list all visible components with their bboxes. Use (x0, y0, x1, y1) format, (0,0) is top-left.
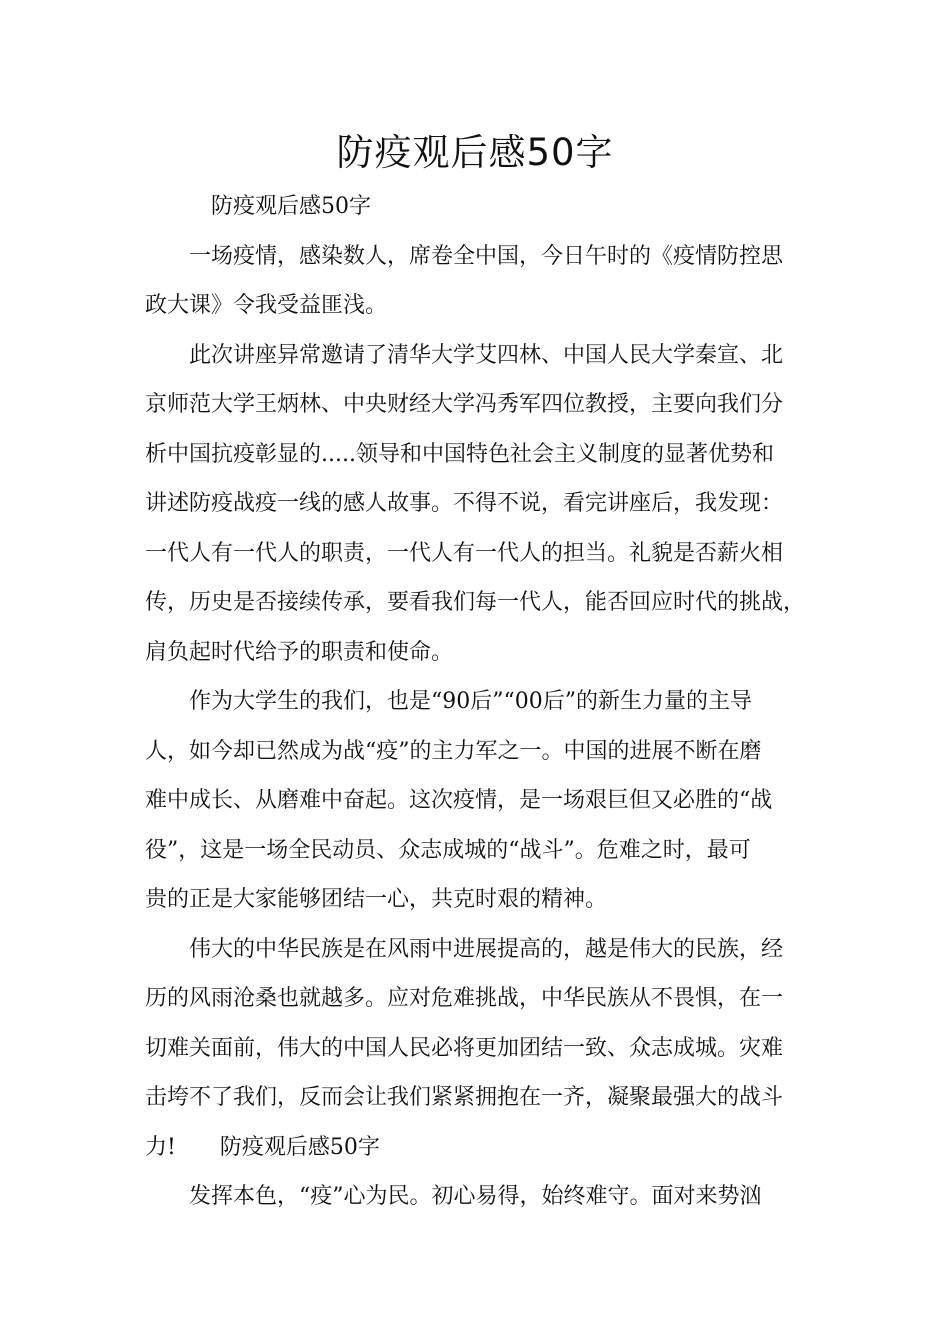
document-subtitle: 防疫观后感50字 (211, 194, 371, 219)
paragraph-line: 伟大的中华民族是在风雨中进展提高的，越是伟大的民族，经 (189, 936, 784, 962)
paragraph-line: 切难关面前，伟大的中国人民必将更加团结一致、众志成城。灾难 (145, 1035, 784, 1061)
document-body (145, 182, 835, 1222)
paragraph-line: 一代人有一代人的职责，一代人有一代人的担当。礼貌是否薪火相 (145, 540, 784, 566)
repeated-title-text: 防疫观后感50字 (219, 1134, 380, 1160)
paragraph-line: 击垮不了我们，反而会让我们紧紧拥抱在一齐，凝聚最强大的战斗 (145, 1085, 784, 1110)
paragraph-line: 讲述防疫战疫一线的感人故事。不得不说，看完讲座后，我发现： (145, 491, 784, 516)
paragraph-line: 历的风雨沧桑也就越多。应对危难挑战，中华民族从不畏惧，在一 (145, 986, 784, 1011)
paragraph-line: 贵的正是大家能够团结一心，共克时艰的精神。 (145, 887, 608, 912)
paragraph-line: 人，如今却已然成为战“疫”的主力军之一。中国的进展不断在磨 (145, 738, 762, 764)
paragraph-line: 一场疫情，感染数人，席卷全中国，今日午时的《疫情防控思 (189, 243, 784, 269)
paragraph-line: 作为大学生的我们，也是“90后”“00后”的新生力量的主导 (189, 689, 752, 714)
paragraph-line: 役”，这是一场全民动员、众志成城的“战斗”。危难之时，最可 (145, 837, 751, 863)
document-title: 防疫观后感50字 (336, 131, 614, 174)
paragraph-line: 此次讲座异常邀请了清华大学艾四林、中国人民大学秦宣、北 (189, 342, 784, 368)
paragraph-line (145, 1123, 835, 1173)
paragraph-line: 难中成长、从磨难中奋起。这次疫情，是一场艰巨但又必胜的“战 (145, 788, 773, 813)
paragraph-line: 传，历史是否接续传承，要看我们每一代人，能否回应时代的挑战， (145, 590, 806, 615)
paragraph-end-text: 力! (145, 1134, 176, 1160)
paragraph-line: 京师范大学王炳林、中央财经大学冯秀军四位教授，主要向我们分 (145, 392, 784, 417)
paragraph-line: 析中国抗疫彰显的.....领导和中国特色社会主义制度的显著优势和 (145, 441, 774, 467)
paragraph-line: 政大课》令我受益匪浅。 (145, 293, 388, 318)
paragraph-line: 发挥本色，“疫”心为民。初心易得，始终难守。面对来势汹 (189, 1184, 762, 1209)
paragraph-line: 肩负起时代给予的职责和使命。 (145, 639, 454, 665)
